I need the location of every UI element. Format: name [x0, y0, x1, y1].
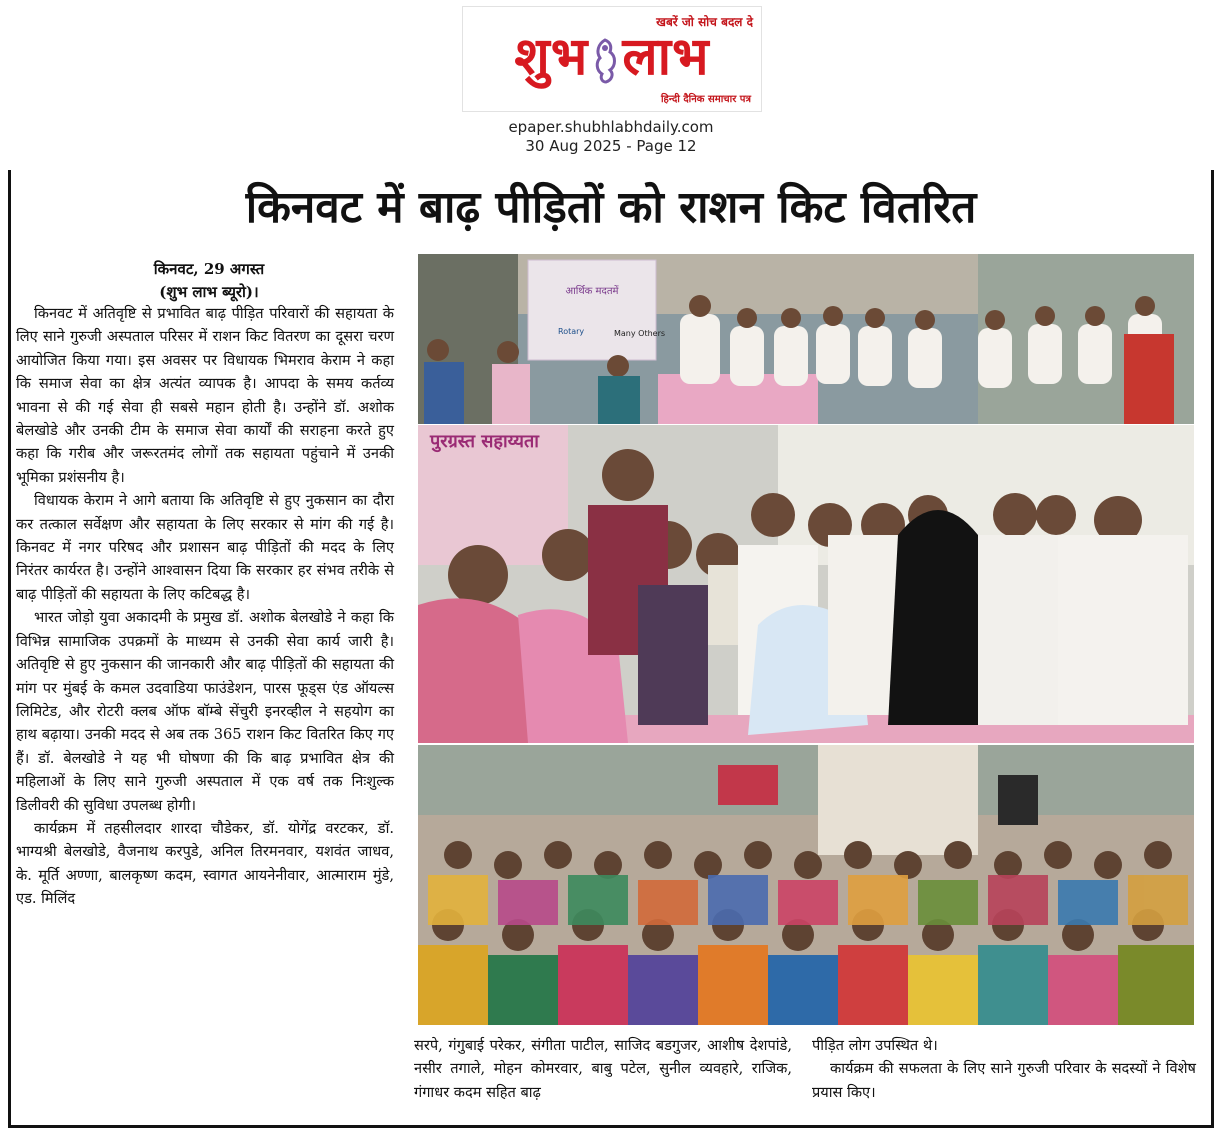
article-paragraph: किनवट में अतिवृष्टि से प्रभावित बाढ़ पीड़ित परिवारों की सहायता के लिए साने गुरुजी अस्पताल परिसर में राशन किट वितरण का दूसरा चरण आयोजित किया गया। इस अवसर पर विधायक भिमराव केराम ने कहा कि समाज सेवा का क्षेत्र अत्यंत व्यापक है। आपदा के समय कर्तव्य भावना से की गई सेवा ही सबसे महान होती है। उन्होंने डॉ. अशोक बेलखोडे और उनकी टीम के समाज सेवा कार्यों की सराहना करते हुए कहा कि गरीब और जरूरतमंद लोगों तक सहायता पहुंचाने में उनकी भूमिका प्रशंसनीय है।: [16, 305, 394, 486]
masthead-tagline: खबरें जो सोच बदल दे: [656, 15, 753, 29]
banner-text-2: Many Others: [614, 329, 666, 338]
dateline-place-date: किनवट, 29 अगस्त: [153, 260, 265, 278]
photo-stage-guests: [418, 254, 1194, 424]
article-column-3: [812, 1034, 1196, 1104]
article-paragraph: कार्यक्रम की सफलता के लिए साने गुरुजी परिवार के सदस्यों ने विशेष प्रयास किए।: [812, 1060, 1196, 1101]
article-paragraph: सरपे, गंगुबाई परेकर, संगीता पाटील, साजिद बडगुजर, आशीष देशपांडे, नसीर तगाले, मोहन कोमरवार, बाबु पटेल, सुनील व्यवहारे, राजिक, गंगाधर कदम सहित बाढ़: [414, 1037, 792, 1101]
article-column-2: [414, 1034, 792, 1104]
dateline-bureau: (शुभ लाभ ब्यूरो)।: [159, 283, 259, 301]
article-headline: किनवट में बाढ़ पीड़ितों को राशन किट वितरित: [245, 182, 977, 233]
masthead-subline: हिन्दी दैनिक समाचार पत्र: [660, 94, 751, 105]
brand-left: शुभ: [514, 27, 589, 87]
article-paragraph: पीड़ित लोग उपस्थित थे।: [812, 1037, 938, 1054]
edition-info: [462, 118, 760, 156]
masthead-logo: [462, 6, 762, 112]
ganesha-logo-icon: [590, 36, 620, 84]
article-paragraph: कार्यक्रम में तहसीलदार शारदा चौडेकर, डॉ. योगेंद्र वरटकर, डॉ. भाग्यश्री बेलखोडे, वैजनाथ करपुडे, अनिल तिरमनवार, यशवंत जाधव, के. मूर्ति अण्णा, बालकृष्ण कदम, स्वागत आयनेनीवार, आत्माराम मुंडे, एड. मिलिंद: [16, 819, 394, 908]
edition-site[interactable]: epaper.shubhlabhdaily.com: [508, 118, 714, 136]
article-column-1: [16, 302, 394, 911]
article-paragraph: विधायक केराम ने आगे बताया कि अतिवृष्टि से हुए नुकसान का दौरा कर तत्काल सर्वेक्षण और सहायता के लिए सरकार से मांग की गई है। किनवट में नगर परिषद और प्रशासन बाढ़ पीड़ितों की मदद के लिए निरंतर कार्यरत है। उन्होंने आश्वासन दिया कि सरकार हर संभव तरीके से बाढ़ पीड़ितों की सहायता के लिए कटिबद्ध है।: [16, 492, 394, 603]
banner-text-4: पुरग्रस्त सहाय्यता: [430, 431, 539, 452]
photo-crowd: [418, 745, 1194, 1025]
banner-text-1: आर्थिक मदतमें: [565, 286, 619, 297]
edition-date-page: 30 Aug 2025 - Page 12: [525, 137, 697, 155]
masthead-brand: [469, 27, 755, 87]
article-paragraph: भारत जोड़ो युवा अकादमी के प्रमुख डॉ. अशोक बेलखोडे ने कहा कि विभिन्न सामाजिक उपक्रमों के माध्यम से उनकी सेवा कार्य जारी है। अतिवृष्टि से हुए नुकसान की जानकारी और बाढ़ पीड़ितों की सहायता की मांग पर मुंबई के कमल उदवाडिया फाउंडेशन, पारस फूड्स एंड ऑयल्स लिमिटेड, और रोटरी क्लब ऑफ बॉम्बे सेंचुरी इनरव्हील ने सहयोग का हाथ बढ़ाया। उनकी मदद से अब तक 365 राशन किट वितरित किए गए हैं। डॉ. बेलखोडे ने यह भी घोषणा की कि बाढ़ प्रभावित क्षेत्र की महिलाओं के लिए साने गुरुजी अस्पताल में एक वर्ष तक निःशुल्क डिलीवरी की सुविधा उपलब्ध होगी।: [16, 609, 394, 814]
brand-right: लाभ: [622, 27, 710, 87]
banner-text-3: Rotary: [558, 327, 585, 336]
article-dateline: [14, 258, 404, 304]
photo-ration-distribution: [418, 425, 1194, 743]
